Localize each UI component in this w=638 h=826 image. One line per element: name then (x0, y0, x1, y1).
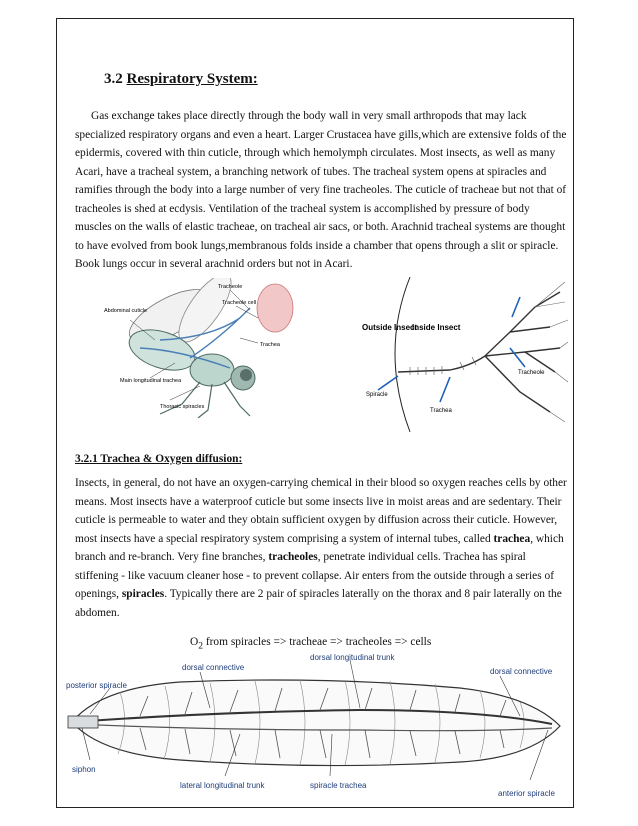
insect-thorax (190, 354, 234, 386)
larva-tracheal-figure (60, 650, 572, 802)
section-title: Respiratory System: (126, 71, 258, 87)
subsection-title: 3.2.1 Trachea & Oxygen diffusion: (75, 453, 243, 465)
label-tracheole: Tracheole (518, 370, 545, 376)
intro-paragraph: Gas exchange takes place directly through the body wall in very small arthropods that may lack specialized respiratory organs and even a heart. Larger Crustacea have gills,which are extensive folds of the epidermis, covered with thin cuticle, through which hemolymph circulates. Most insects, as well as many Acari, have a tracheal system, a branching network of tubes. The tracheal system opens at spiracles and ramifies through the body into a large number of very fine tracheoles. The cuticle of tracheae but not that of tracheoles is shed at ecdysis. Ventilation of the tracheal system is accomplished by pressure of body muscles on the walls of elastic tracheae, on tracheal air sacs, or both. Arachnid tracheal systems are thought to have evolved from book lungs,membranous folds inside a chamber that opens through a slit or spiracle. Book lungs occur in several arachnid orders but not in Acari. (75, 110, 567, 270)
body-wall-line (395, 277, 410, 432)
larva-body-outline (72, 680, 560, 766)
label-tracheole: Tracheole (218, 284, 243, 290)
trachea-paragraph-part3: , penetrate individual cells. Trachea has spiral stiffening - like vacuum cleaner hose - to prevent collapse. Air enters from the outside through a series of openings, (75, 551, 554, 600)
label-dorsal-trunk: dorsal longitudinal trunk (310, 653, 395, 662)
label-trachea: Trachea (430, 408, 452, 414)
equation-rest: from spiracles => tracheae => tracheoles => cells (202, 636, 432, 648)
section-heading (104, 71, 258, 88)
arrow-trachea (440, 377, 450, 402)
label-anterior-spiracle: anterior spiracle (498, 789, 555, 798)
label-main-trunk: Main longitudinal trachea (120, 378, 182, 384)
label-thoracic-spiracles: Thoracic spiracles (160, 404, 205, 410)
trachea-paragraph-part2: , which branch and re-branch. Very fine branches, (75, 532, 564, 563)
label-siphon: siphon (72, 765, 96, 774)
siphon (68, 716, 98, 728)
trachea-paragraph (75, 474, 567, 622)
equation-subscript: 2 (198, 641, 203, 652)
term-spiracles: spiracles (121, 588, 165, 600)
trachea-paragraph-part1: Insects, in general, do not have an oxygen-carrying chemical in their blood so oxygen reaches cells by other means. Most insects have a waterproof cuticle but some insects live in moist areas and are sedentary. Their cuticle is permeable to water and they obtain sufficient oxygen by diffusion across their cuticle. However, most insects have a special respiratory system comprising a system of internal tubes, called (75, 477, 567, 545)
term-trachea: trachea (493, 532, 531, 545)
insect-eye (240, 369, 252, 381)
term-tracheoles: tracheoles (268, 551, 318, 563)
label-inside-insect: Inside Insect (412, 323, 461, 332)
label-posterior-spiracle: posterior spiracle (66, 681, 127, 690)
label-spiracle: Spiracle (366, 392, 388, 398)
trachea-paragraph-part4: . Typically there are 2 pair of spiracles laterally on the thorax and 8 pair laterally on the abdomen. (75, 588, 562, 619)
arrow-spiracle (378, 376, 398, 390)
label-lateral-trunk: lateral longitudinal trunk (180, 781, 265, 790)
label-tracheole-cell: Tracheole cell (222, 300, 257, 306)
tracheole-cell-inset (257, 284, 293, 332)
tracheole-fan (535, 282, 568, 422)
section-number: 3.2 (104, 71, 123, 87)
spiracle-trachea-figure (360, 272, 570, 437)
label-dorsal-connective-left: dorsal connective (182, 663, 245, 672)
label-abdominal-cuticle: Abdominal cuticle (104, 308, 148, 314)
label-outside-insect: Outside Insect (362, 323, 418, 332)
trachea-tube (398, 292, 560, 412)
equation-o: O (190, 636, 199, 648)
insect-tracheal-figure (100, 278, 300, 418)
label-trachea: Trachea (260, 342, 280, 348)
label-spiracle-trachea: spiracle trachea (310, 781, 367, 790)
oxygen-pathway-equation (190, 636, 431, 651)
label-dorsal-connective-right: dorsal connective (490, 667, 553, 676)
